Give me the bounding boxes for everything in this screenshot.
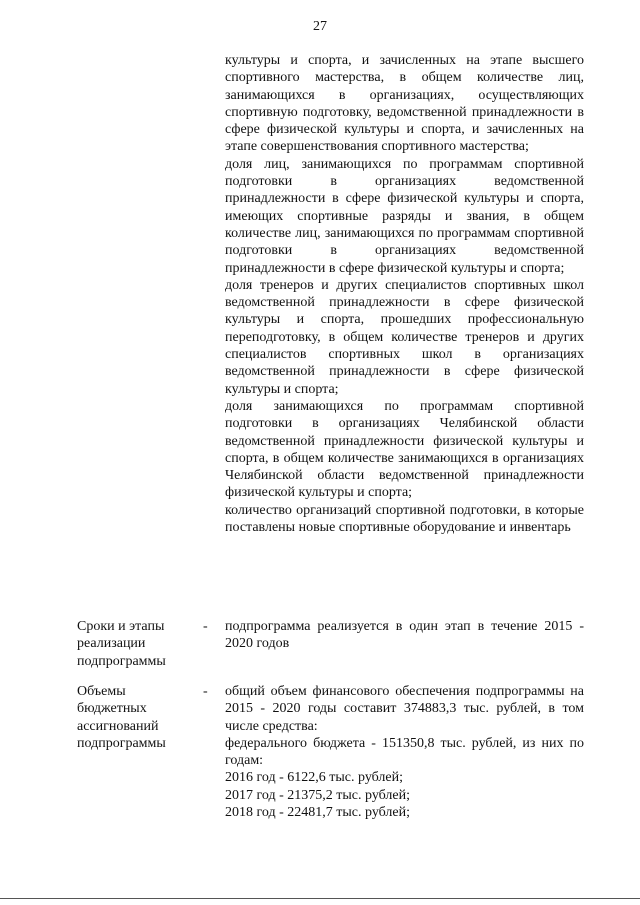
row-value-paragraph: 2016 год - 6122,6 тыс. рублей; <box>225 770 404 786</box>
row-label-budget <box>77 683 197 752</box>
row-value-budget <box>225 683 584 821</box>
row-value-timeline <box>225 618 584 653</box>
indicator-paragraph: культуры и спорта, и зачисленных на этапе высшего спортивного мастерства, в общем количестве лиц, занимающихся в организациях, осуществляющих спортивную подготовку, ведомственной принадлежности в сфере физической культуры и спорта, и зачисленных на этапе совершенствования спортивного мастерства; <box>225 53 584 155</box>
row-value-paragraph: 2018 год - 22481,7 тыс. рублей; <box>225 805 411 821</box>
row-dash: - <box>203 619 208 634</box>
row-value-paragraph: общий объем финансового обеспечения подпрограммы на 2015 - 2020 годы составит 374883,3 тыс. рублей, в том числе средства: <box>225 684 584 734</box>
row-value-paragraph: федерального бюджета - 151350,8 тыс. рублей, из них по годам: <box>225 735 584 769</box>
indicators-continuation <box>225 52 584 536</box>
row-label-text: Объемы бюджетных ассигнований подпрограммы <box>77 684 166 751</box>
row-label-timeline <box>77 618 197 670</box>
indicator-paragraph: доля лиц, занимающихся по программам спортивной подготовки в организациях ведомственной принадлежности в сфере физической культуры и спорта, имеющих спортивные разряды и звания, в общем количестве лиц, занимающихся по программам спортивной подготовки в организациях ведомственной принадлежности в сфере физической культуры и спорта; <box>225 156 584 276</box>
indicator-paragraph: количество организаций спортивной подготовки, в которые поставлены новые спортивные оборудование и инвентарь <box>225 502 584 536</box>
indicator-paragraph: доля занимающихся по программам спортивной подготовки в организациях Челябинской области ведомственной принадлежности физической культуры и спорта, в общем количестве занимающихся в организациях Челябинской области ведомственной принадлежности физической культуры и спорта; <box>225 398 584 501</box>
page-number: 27 <box>313 19 327 34</box>
indicator-paragraph: доля тренеров и других специалистов спортивных школ ведомственной принадлежности в сфере физической культуры и спорта, прошедших профессиональную переподготовку, в общем количестве тренеров и других специалистов спортивных школ в организациях ведомственной принадлежности в сфере физической культуры и спорта; <box>225 277 584 397</box>
row-value-paragraph: подпрограмма реализуется в один этап в течение 2015 - 2020 годов <box>225 619 584 652</box>
row-label-text: Сроки и этапы реализации подпрограммы <box>77 619 166 669</box>
row-value-paragraph: 2017 год - 21375,2 тыс. рублей; <box>225 787 411 803</box>
row-dash: - <box>203 684 208 699</box>
page-bottom-rule <box>0 898 640 899</box>
